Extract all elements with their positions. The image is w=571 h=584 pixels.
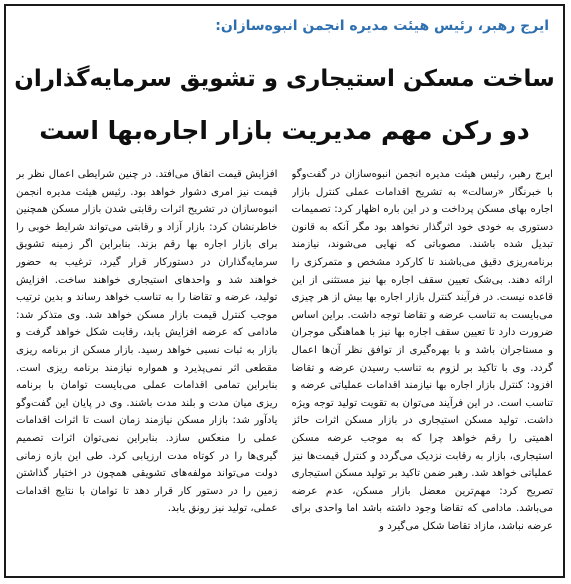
column-right-text: ایرج رهبر، رئیس هیئت مدیره انجمن انبوه‌سازان در گفت‌وگو با خبرنگار «رسالت» به تشریح اقدامات عملی کنترل بازار اجاره بهای مسکن پرداخت و در این باره اظهار کرد: تصمیمات دستوری به خودی خود اثرگذار نخواهد بود مگر آنکه به قانون تبدیل شده باشند. مصوباتی که نهایی می‌شوند، نیازمند برنامه‌ریزی دقیق می‌باشند تا کارکرد مشخص و متمرکزی را ارائه دهند. بی‌شک تعیین سقف اجاره بها نیز مستثنی از این قاعده نیست. در فرآیند کنترل بازار اجاره بها بیش از هر چیزی می‌بایست به تناسب عرضه و تقاضا توجه داشت. براین اساس ضرورت دارد تا تعیین سقف اجاره بها نیز با هماهنگی موجران و مستاجران باشد و با بهره‌گیری از توافق نظر آن‌ها اعمال گردد. وی با تاکید بر لزوم به تناسب رسیدن عرضه و تقاضا افزود: کنترل بازار اجاره بها نیازمند اقدامات عملیاتی عرضه و تناسب است. در این فرآیند می‌توان به تقویت تولید توجه ویژه داشت. تولید مسکن استیجاری در بازار مسکن اثرات حائز اهمیتی را رقم خواهد چرا که به موجب عرضه مسکن استیجاری، بازار به رقابت نزدیک می‌گردد و کنترل قیمت‌ها نیز عملیاتی خواهد شد. رهبر ضمن تاکید بر تولید مسکن استیجاری تصریح کرد: مهم‌ترین معضل بازار مسکن، عدم عرضه می‌باشد. مادامی که تقاضا وجود داشته باشد اما واحدی برای عرضه نباشد، مازاد تقاضا شکل می‌گیرد و <box>291 169 553 532</box>
article-frame <box>4 4 565 578</box>
article-column-left <box>16 166 278 570</box>
headline-line-2: دو رکن مهم مدیریت بازار اجاره‌بها است <box>39 116 530 145</box>
headline-line-1: ساخت مسکن استیجاری و تشویق سرمایه‌گذاران <box>14 66 555 92</box>
column-left-text: افزایش قیمت اتفاق می‌افتد. در چنین شرایطی اعمال نظر بر قیمت نیز امری دشوار خواهد بود. رئیس هیئت مدیره انجمن انبوه‌سازان در تشریح اثرات رقابتی شدن بازار مسکن همچنین خاطرنشان کرد: بازار آزاد و رقابتی می‌تواند شرایط خوبی را برای بازار اجاره بها رقم بزند. بنابراین اگر زمینه تشویق سرمایه‌گذاران در دستورکار قرار گیرد، ترغیب به حضور خواهند شد و واحدهای استیجاری خواهند ساخت. افزایش تولید، عرضه و تقاضا را به تناسب خواهد رساند و بدین ترتیب موجب کنترل قیمت بازار مسکن خواهد شد. وی متذکر شد: مادامی که عرضه افزایش یابد، رقابت شکل خواهد گرفت و بازار به ثبات نسبی خواهد رسید. بازار مسکن از برنامه ریزی مقطعی اثر نمی‌پذیرد و همواره نیازمند برنامه ریزی است. بنابراین تمامی اقدامات عملی می‌بایست توامان با برنامه ریزی میان مدت و بلند مدت باشند. وی در پایان این گفت‌وگو یادآور شد: بازار مسکن نیازمند زمان است تا اثرات اقدامات عملی را منعکس سازد. بنابراین نمی‌توان اثرات تصمیم گیری‌ها را در کوتاه مدت ارزیابی کرد. طی این بازه زمانی دولت می‌تواند مولفه‌های تشویقی همچون در اختیار گذاشتن زمین را در دستور کار قرار دهد تا توامان با نتایج اقدامات عملی، تولید نیز رونق یابد. <box>16 169 278 515</box>
article-body <box>16 166 553 570</box>
article-column-right <box>292 166 554 570</box>
article-kicker: ایرج رهبر، رئیس هیئت مدیره انجمن انبوه‌سازان: <box>215 18 549 34</box>
